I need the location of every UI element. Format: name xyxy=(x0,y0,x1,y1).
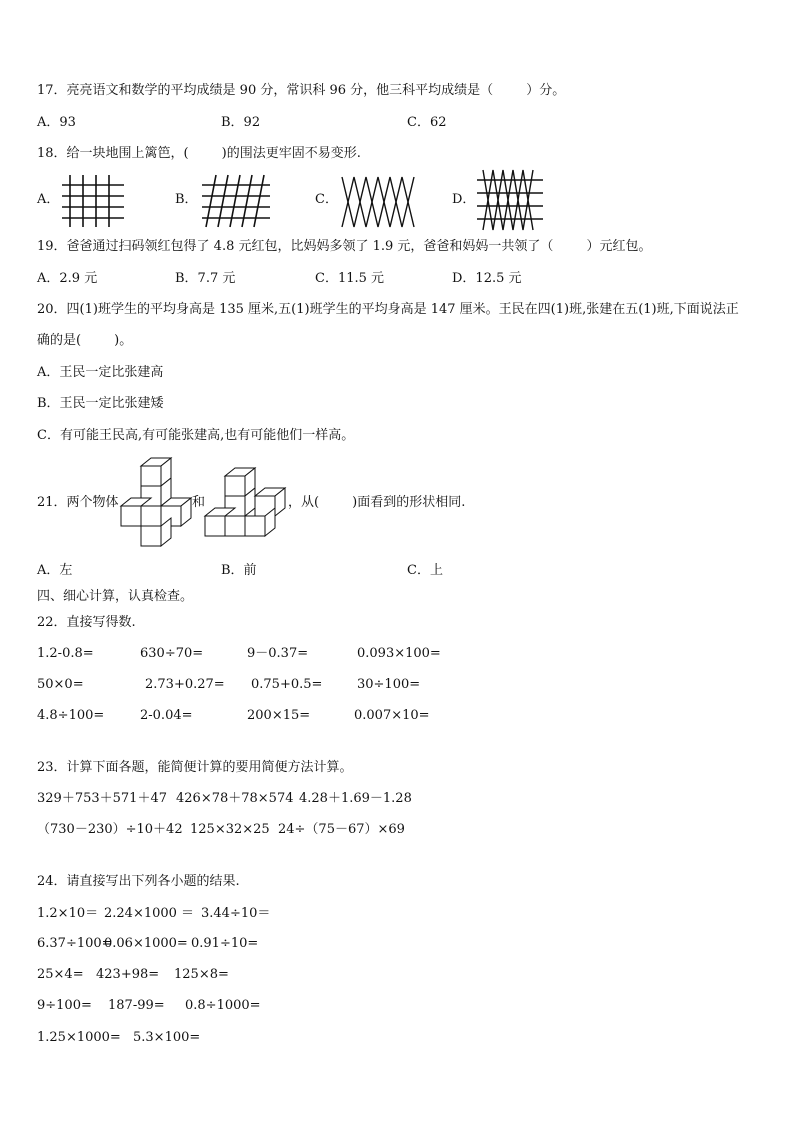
q19-option-a: A．2.9 元 xyxy=(37,271,98,286)
section-4-heading: 四、细心计算，认真检查。 xyxy=(37,589,194,604)
q24-expr: 25×4= xyxy=(37,967,84,982)
q24-expr: 125×8= xyxy=(174,967,229,982)
q24-expr: 6.37÷100= xyxy=(37,936,113,951)
q24-expr: 3.44÷10＝ xyxy=(201,906,271,921)
q17-option-b: B．92 xyxy=(221,115,261,130)
cube-object-2-figure xyxy=(205,466,291,538)
q23-expr: 24÷（75－67）×69 xyxy=(278,822,405,837)
question-19-stem: 19．爸爸通过扫码领红包得了 4.8 元红包，比妈妈多领了 1.9 元，爸爸和妈妈一共领了（ ）元红包。 xyxy=(37,239,652,254)
q23-expr: （730－230）÷10＋42 xyxy=(37,822,183,837)
q24-expr: 2.24×1000 ＝ xyxy=(104,906,195,921)
q22-expr: 2-0.04= xyxy=(140,708,193,723)
q23-expr: 4.28＋1.69－1.28 xyxy=(299,791,412,806)
q22-expr: 30÷100= xyxy=(357,677,421,692)
q22-expr: 2.73+0.27= xyxy=(145,677,225,692)
q22-expr: 0.75+0.5= xyxy=(251,677,323,692)
cube-object-1-figure xyxy=(121,456,193,548)
q20-option-a: A．王民一定比张建高 xyxy=(37,365,164,380)
question-21-and: 和 xyxy=(192,495,206,510)
slanted-grid-fence-figure xyxy=(200,173,274,229)
q23-expr: 329＋753＋571＋47 xyxy=(37,791,167,806)
q24-expr: 187-99= xyxy=(108,998,165,1013)
question-23-title: 23．计算下面各题，能简便计算的要用简便方法计算。 xyxy=(37,760,353,775)
q24-expr: 1.2×10＝ xyxy=(37,906,99,921)
q20-option-c: C．有可能王民高,有可能张建高,也有可能他们一样高。 xyxy=(37,428,355,443)
question-24-title: 24．请直接写出下列各小题的结果. xyxy=(37,874,240,889)
q22-expr: 200×15= xyxy=(247,708,311,723)
q24-expr: 1.25×1000= xyxy=(37,1030,121,1045)
q24-expr: 9÷100= xyxy=(37,998,92,1013)
q24-expr: 0.8÷1000= xyxy=(185,998,261,1013)
q22-expr: 50×0= xyxy=(37,677,84,692)
triangle-fence-figure xyxy=(338,173,420,229)
question-22-title: 22．直接写得数. xyxy=(37,615,136,630)
q21-option-c: C．上 xyxy=(407,563,443,578)
crossed-triangle-fence-figure xyxy=(475,168,547,232)
q22-expr: 0.093×100= xyxy=(357,646,441,661)
q22-expr: 1.2-0.8= xyxy=(37,646,94,661)
question-18-stem: 18．给一块地围上篱笆，( )的围法更牢固不易变形. xyxy=(37,146,361,161)
q24-expr: 0.06×1000= xyxy=(104,936,188,951)
q17-option-a: A．93 xyxy=(37,115,76,130)
question-20-stem-line1: 20．四(1)班学生的平均身高是 135 厘米,五(1)班学生的平均身高是 147 厘米。王民在四(1)班,张建在五(1)班,下面说法正 xyxy=(37,302,739,317)
q22-expr: 4.8÷100= xyxy=(37,708,105,723)
q23-expr: 125×32×25 xyxy=(190,822,270,837)
square-grid-fence-figure xyxy=(60,173,128,229)
q22-expr: 9－0.37= xyxy=(247,646,309,661)
question-17-stem: 17．亮亮语文和数学的平均成绩是 90 分，常识科 96 分，他三科平均成绩是（ ）分。 xyxy=(37,83,566,98)
q22-expr: 630÷70= xyxy=(140,646,204,661)
q23-expr: 426×78＋78×574 xyxy=(176,791,294,806)
q19-option-c: C．11.5 元 xyxy=(315,271,385,286)
q18-option-d-label: D． xyxy=(452,192,476,207)
q21-option-a: A．左 xyxy=(37,563,73,578)
q19-option-b: B．7.7 元 xyxy=(175,271,236,286)
question-21-rest: ，从( )面看到的形状相同. xyxy=(288,495,466,510)
q24-expr: 423+98= xyxy=(96,967,160,982)
q24-expr: 5.3×100= xyxy=(133,1030,201,1045)
q19-option-d: D．12.5 元 xyxy=(452,271,522,286)
question-20-stem-line2: 确的是( )。 xyxy=(37,333,133,348)
q24-expr: 0.91÷10= xyxy=(191,936,259,951)
q22-expr: 0.007×10= xyxy=(354,708,430,723)
q18-option-c-label: C． xyxy=(315,192,338,207)
q18-option-a-label: A． xyxy=(37,192,60,207)
question-21-number: 21．两个物体 xyxy=(37,495,119,510)
q18-option-b-label: B． xyxy=(175,192,198,207)
q21-option-b: B．前 xyxy=(221,563,257,578)
q17-option-c: C．62 xyxy=(407,115,447,130)
q20-option-b: B．王民一定比张建矮 xyxy=(37,396,164,411)
